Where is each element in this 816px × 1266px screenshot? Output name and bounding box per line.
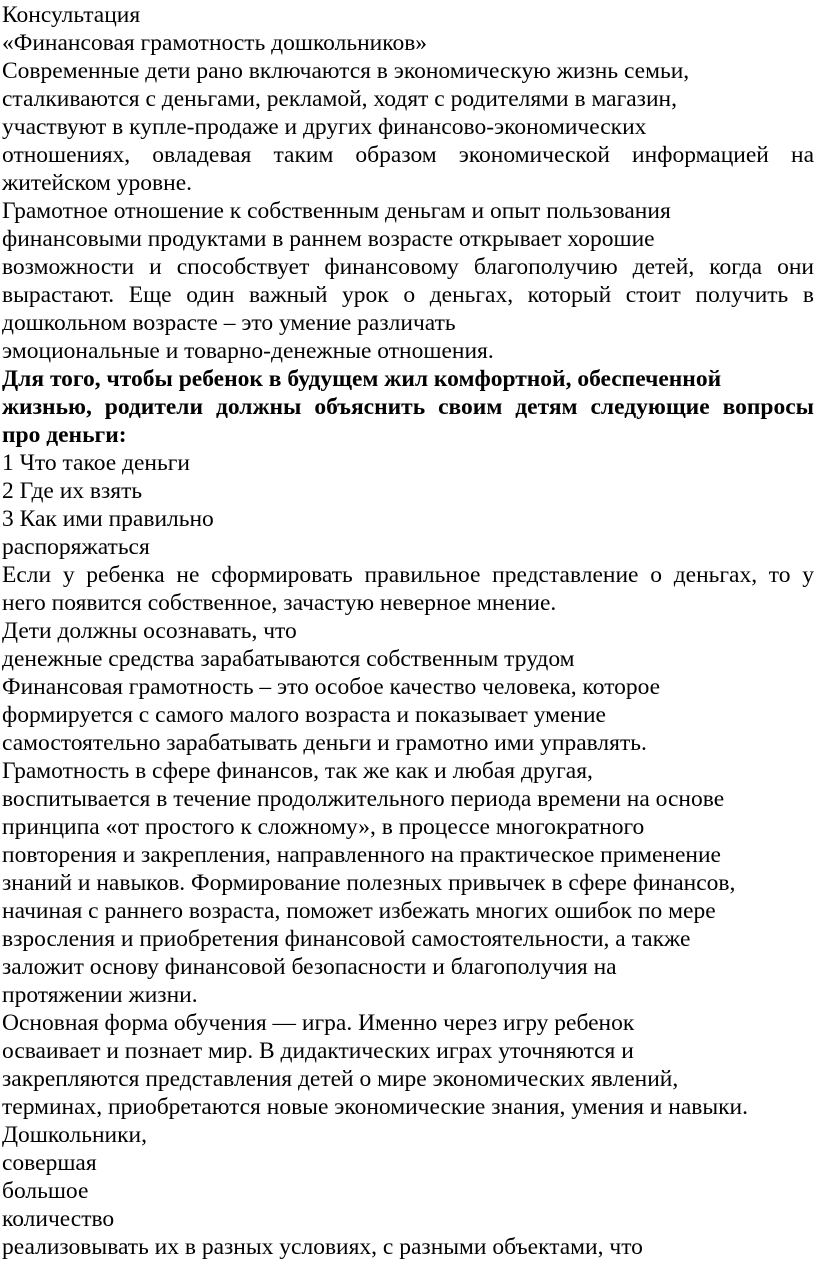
text-line: финансовыми продуктами в раннем возрасте открывает хорошие xyxy=(2,226,655,252)
text-line: протяжении жизни. xyxy=(2,982,198,1008)
text-line: реализовывать их в разных условиях, с разными объектами, что xyxy=(2,1234,643,1260)
text-line: эмоциональные и товарно-денежные отношения. xyxy=(2,338,494,364)
text-line: формируется с самого малого возраста и показывает умение xyxy=(2,702,606,728)
text-line: большое xyxy=(2,1178,89,1204)
text-line: денежные средства зарабатываются собственным трудом xyxy=(2,646,575,672)
text-line: 3 Как ими правильно xyxy=(2,506,214,532)
text-line: Финансовая грамотность – это особое качество человека, которое xyxy=(2,674,661,700)
document-title-line: «Финансовая грамотность дошкольников» xyxy=(2,30,428,56)
text-line: взросления и приобретения финансовой самостоятельности, а также xyxy=(2,926,691,952)
text-line: Дети должны осознавать, что xyxy=(2,618,297,644)
document-body xyxy=(2,1,814,1261)
text-line: количество xyxy=(2,1206,115,1232)
text-line: сталкиваются с деньгами, рекламой, ходят с родителями в магазин, xyxy=(2,86,677,112)
text-line: принципа «от простого к сложному», в процессе многократного xyxy=(2,814,645,840)
text-line: воспитывается в течение продолжительного периода времени на основе xyxy=(2,786,725,812)
text-line: терминах, приобретаются новые экономические знания, умения и навыки. xyxy=(2,1094,748,1120)
text-line: распоряжаться xyxy=(2,534,150,560)
text-line: Грамотность в сфере финансов, так же как и любая другая, xyxy=(2,758,593,784)
text-line: совершая xyxy=(2,1150,97,1176)
text-line: повторения и закрепления, направленного на практическое применение xyxy=(2,842,721,868)
text-line: участвуют в купле-продаже и других финансово-экономических xyxy=(2,114,647,140)
text-line: возможности и способствует финансовому благополучию детей, когда они xyxy=(2,254,814,280)
text-line: Если у ребенка не сформировать правильное представление о деньгах, то у xyxy=(2,562,814,588)
text-line: Грамотное отношение к собственным деньгам и опыт пользования xyxy=(2,198,671,224)
text-line: 1 Что такое деньги xyxy=(2,450,190,476)
text-line: 2 Где их взять xyxy=(2,478,143,504)
text-line: осваивает и познает мир. В дидактических играх уточняются и xyxy=(2,1038,634,1064)
text-line: про деньги: xyxy=(2,422,127,448)
text-line: жизнью, родители должны объяснить своим детям следующие вопросы xyxy=(2,394,814,420)
text-line: заложит основу финансовой безопасности и благополучия на xyxy=(2,954,617,980)
text-line: начиная с раннего возраста, поможет избежать многих ошибок по мере xyxy=(2,898,716,924)
text-line: Основная форма обучения — игра. Именно через игру ребенок xyxy=(2,1010,635,1036)
text-line: вырастают. Еще один важный урок о деньгах, который стоит получить в xyxy=(2,282,814,308)
text-line: отношениях, овладевая таким образом экономической информацией на xyxy=(2,142,814,168)
text-line: закрепляются представления детей о мире экономических явлений, xyxy=(2,1066,679,1092)
document-title-line: Консультация xyxy=(2,2,141,28)
text-line: него появится собственное, зачастую неверное мнение. xyxy=(2,590,557,616)
text-line: дошкольном возрасте – это умение различать xyxy=(2,310,456,336)
text-line: самостоятельно зарабатывать деньги и грамотно ими управлять. xyxy=(2,730,647,756)
text-line: Дошкольники, xyxy=(2,1122,148,1148)
text-line: знаний и навыков. Формирование полезных привычек в сфере финансов, xyxy=(2,870,736,896)
text-line: Современные дети рано включаются в экономическую жизнь семьи, xyxy=(2,58,690,84)
text-line: Для того, чтобы ребенок в будущем жил комфортной, обеспеченной xyxy=(2,366,722,392)
text-line: житейском уровне. xyxy=(2,170,193,196)
